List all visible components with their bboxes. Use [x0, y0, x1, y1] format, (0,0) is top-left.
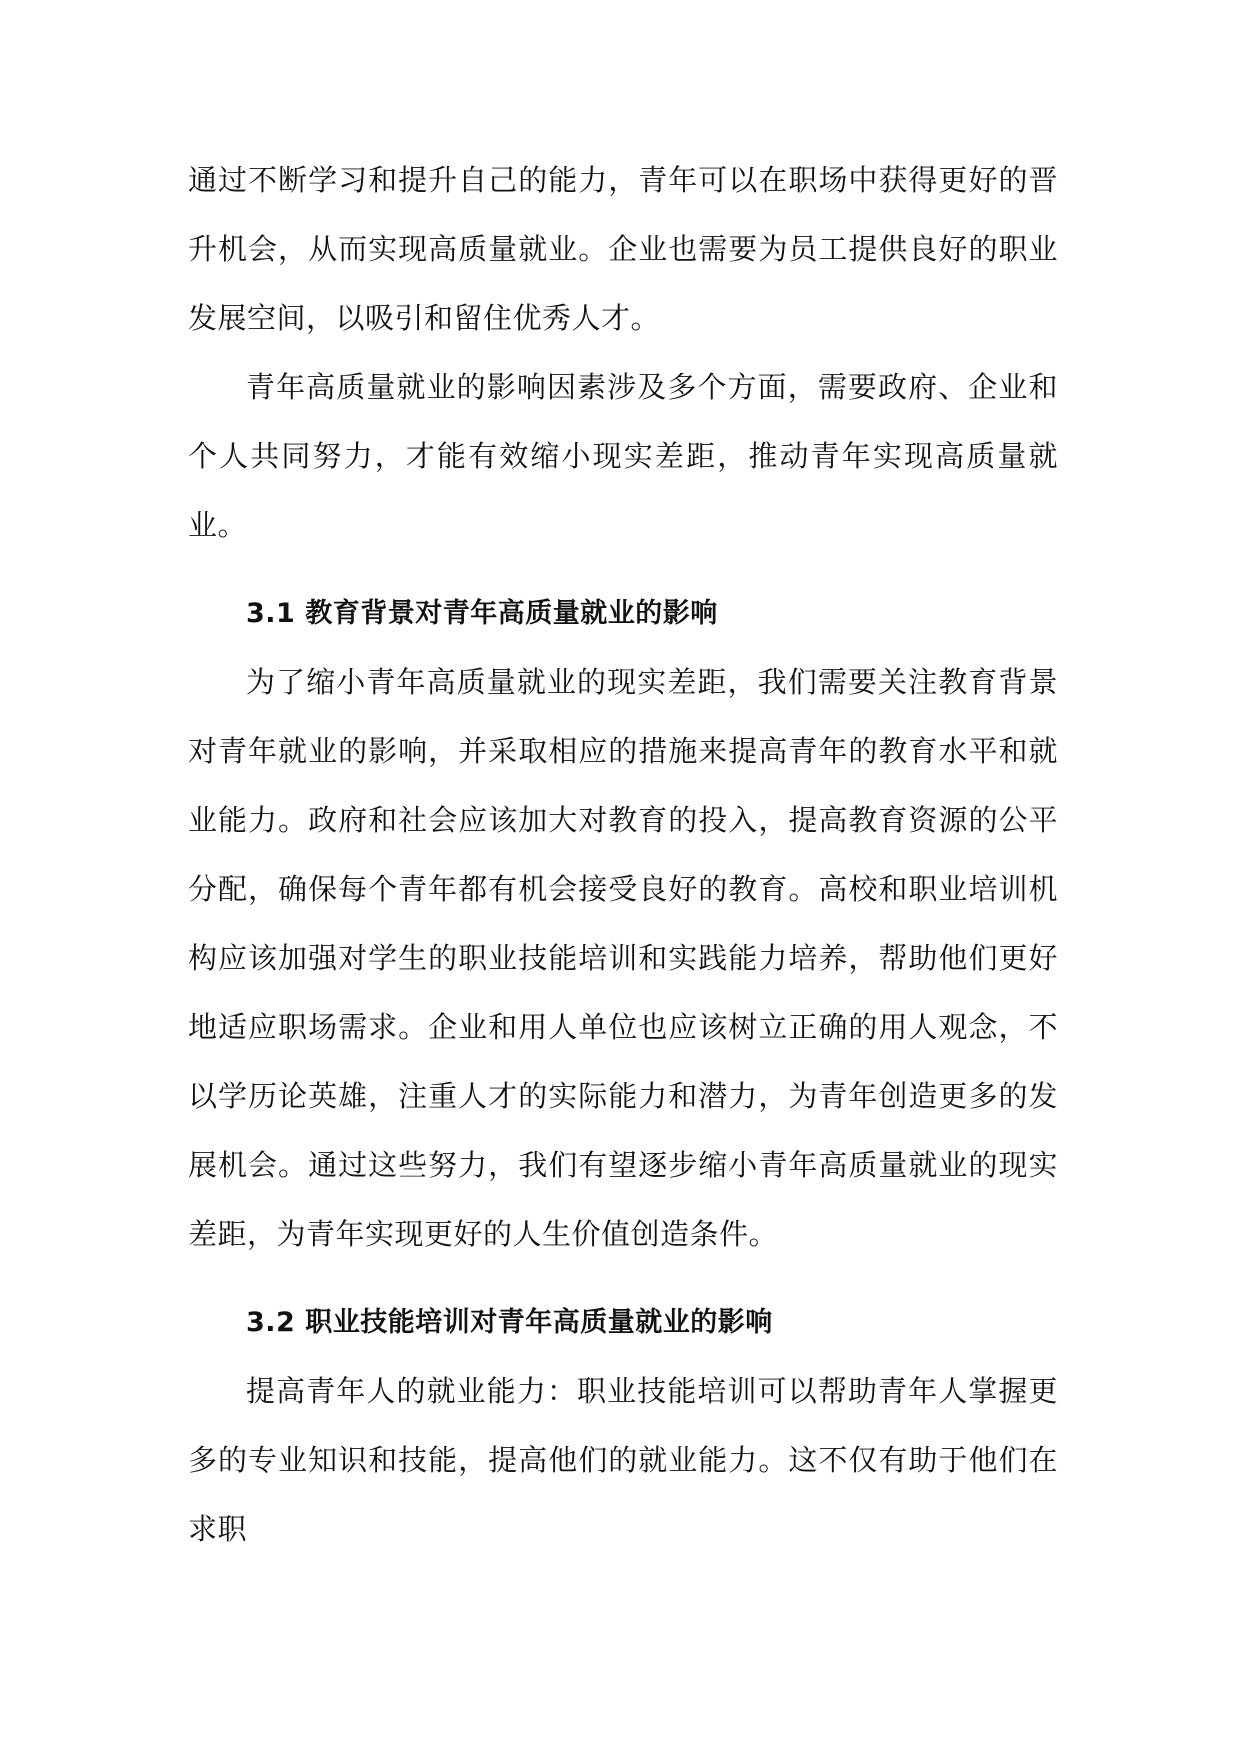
- paragraph-continuation: 通过不断学习和提升自己的能力，青年可以在职场中获得更好的晋升机会，从而实现高质量就业。企业也需要为员工提供良好的职业发展空间，以吸引和留住优秀人才。: [188, 163, 1058, 335]
- spacer: [188, 1269, 1058, 1288]
- spacer: [188, 560, 1058, 579]
- section-heading-3-1: 3.1 教育背景对青年高质量就业的影响: [246, 598, 718, 629]
- document-body: [188, 146, 1058, 1564]
- paragraph-education: 为了缩小青年高质量就业的现实差距，我们需要关注教育背景对青年就业的影响，并采取相应的措施来提高青年的教育水平和就业能力。政府和社会应该加大对教育的投入，提高教育资源的公平分配，确保每个青年都有机会接受良好的教育。高校和职业培训机构应该加强对学生的职业技能培训和实践能力培养，帮助他们更好地适应职场需求。企业和用人单位也应该树立正确的用人观念，不以学历论英雄，注重人才的实际能力和潜力，为青年创造更多的发展机会。通过这些努力，我们有望逐步缩小青年高质量就业的现实差距，为青年实现更好的人生价值创造条件。: [188, 665, 1058, 1251]
- paragraph-skills-training: 提高青年人的就业能力：职业技能培训可以帮助青年人掌握更多的专业知识和技能，提高他们的就业能力。这不仅有助于他们在求职: [188, 1374, 1058, 1546]
- section-heading-3-2: 3.2 职业技能培训对青年高质量就业的影响: [246, 1307, 773, 1338]
- paragraph-summary: 青年高质量就业的影响因素涉及多个方面，需要政府、企业和个人共同努力，才能有效缩小现实差距，推动青年实现高质量就业。: [188, 370, 1058, 542]
